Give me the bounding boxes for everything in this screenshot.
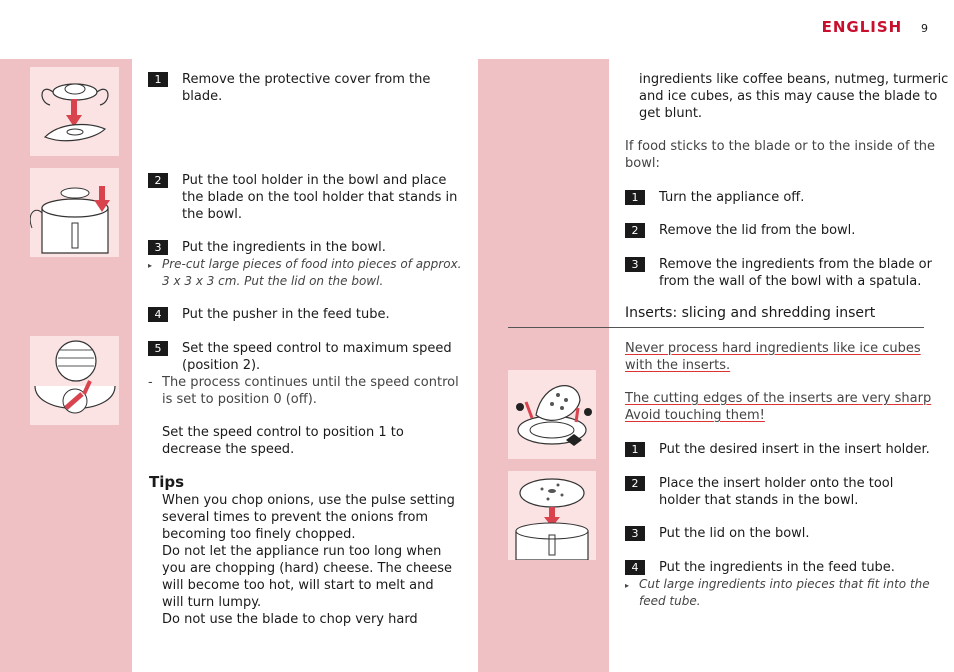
step-number: 3 — [148, 240, 168, 255]
continued-text: ingredients like coffee beans, nutmeg, turmeric and ice cubes, as this may cause the blade to get blunt. — [639, 72, 949, 121]
step-text: Put the tool holder in the bowl and place the blade on the tool holder that stands in the bowl. — [182, 173, 458, 222]
step-note: Cut large ingredients into pieces that fit into the feed tube. — [639, 577, 930, 608]
bullet-icon: ▸ — [625, 581, 630, 590]
right-margin-band — [478, 59, 609, 672]
step-number: 4 — [625, 560, 645, 575]
step-subnote-2: Set the speed control to position 1 to decrease the speed. — [162, 425, 404, 457]
sticks-intro: If food sticks to the blade or to the inside of the bowl: — [625, 139, 936, 171]
step-text: Remove the protective cover from the blade. — [182, 72, 431, 104]
step-number: 3 — [625, 257, 645, 272]
step-number: 2 — [625, 223, 645, 238]
step-subnote: The process continues until the speed control is set to position 0 (off). — [162, 375, 459, 407]
step-text: Put the lid on the bowl. — [659, 526, 810, 541]
step-text: Put the pusher in the feed tube. — [182, 307, 390, 322]
step-text: Turn the appliance off. — [659, 190, 805, 205]
insert-placement-illustration — [508, 471, 596, 560]
step-number: 1 — [625, 190, 645, 205]
warning-ice-cubes: Never process hard ingredients like ice cubes with the inserts. — [625, 341, 921, 373]
step-text: Remove the ingredients from the blade or from the wall of the bowl with a spatula. — [659, 257, 932, 289]
blade-cover-illustration — [30, 67, 119, 156]
tool-holder-illustration — [30, 168, 119, 257]
language-label: ENGLISH — [821, 18, 903, 36]
step-text: Put the ingredients in the feed tube. — [659, 560, 895, 575]
section-rule — [508, 327, 924, 328]
warning-sharp-edges: The cutting edges of the inserts are very sharp Avoid touching them! — [625, 391, 932, 423]
insert-holder-illustration — [508, 370, 596, 459]
step-text: Remove the lid from the bowl. — [659, 223, 856, 238]
step-number: 1 — [625, 442, 645, 457]
bullet-icon: ▸ — [148, 261, 153, 270]
dash-marker: - — [148, 375, 153, 390]
speed-control-illustration — [30, 336, 119, 425]
step-number: 2 — [148, 173, 168, 188]
step-text: Put the desired insert in the insert holder. — [659, 442, 930, 457]
page-header — [822, 18, 928, 36]
step-number: 2 — [625, 476, 645, 491]
tips-heading: Tips — [149, 473, 185, 491]
tips-body: When you chop onions, use the pulse setting several times to prevent the onions from becoming too finely chopped. Do not let the appliance run too long when you are chopping (hard) cheese. The cheese will become too hot, will start to melt and will turn lumpy. Do not use the blade to chop very hard — [162, 493, 455, 627]
step-text: Set the speed control to maximum speed (position 2). — [182, 341, 452, 373]
step-text: Place the insert holder onto the tool holder that stands in the bowl. — [659, 476, 894, 508]
step-number: 3 — [625, 526, 645, 541]
step-number: 4 — [148, 307, 168, 322]
step-note: Pre-cut large pieces of food into pieces of approx. 3 x 3 x 3 cm. Put the lid on the bowl. — [162, 257, 462, 288]
step-text: Put the ingredients in the bowl. — [182, 240, 386, 255]
step-number: 5 — [148, 341, 168, 356]
section-title: Inserts: slicing and shredding insert — [625, 305, 876, 321]
step-number: 1 — [148, 72, 168, 87]
page-number: 9 — [921, 22, 928, 35]
